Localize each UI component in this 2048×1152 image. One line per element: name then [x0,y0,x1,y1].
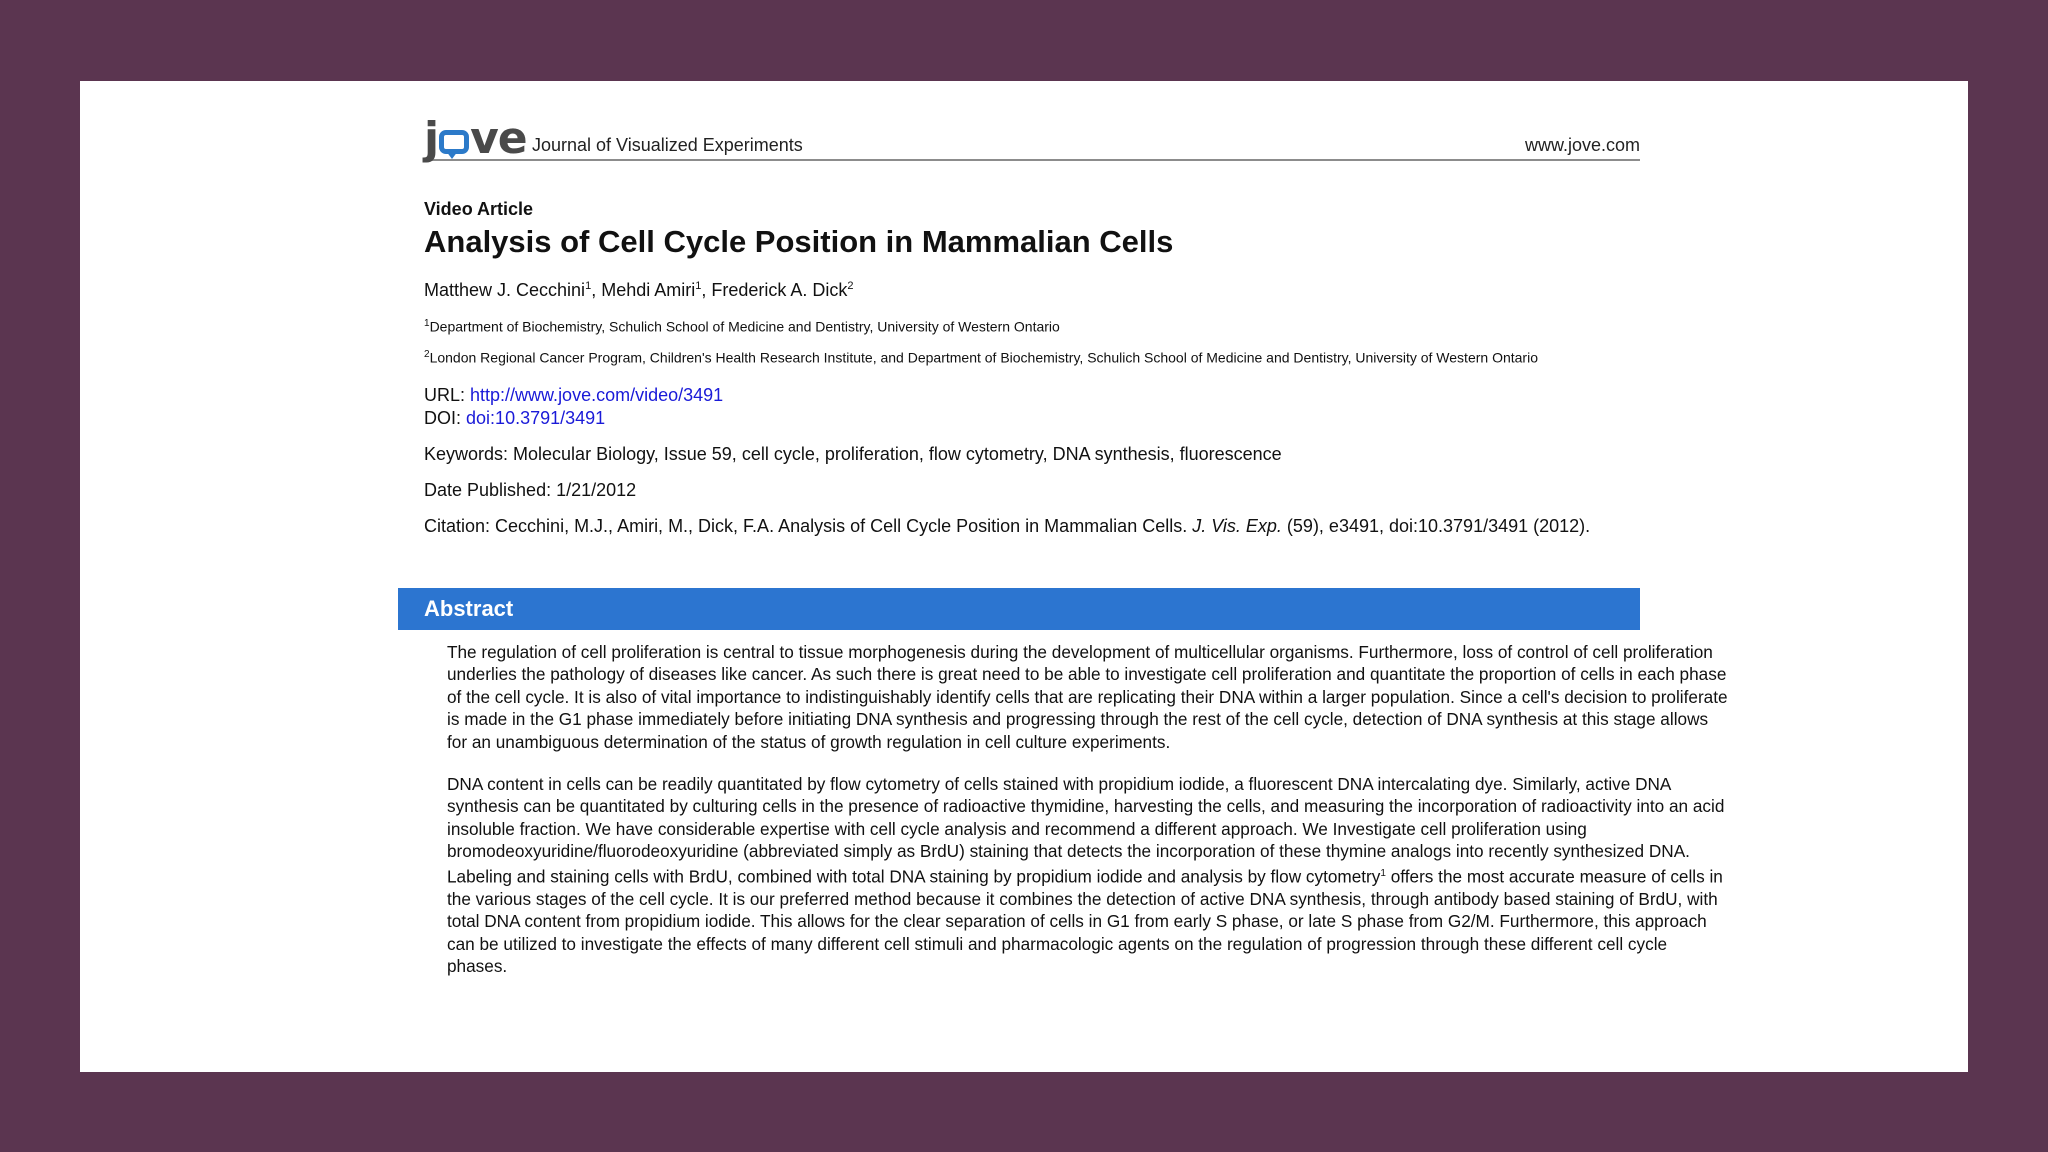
article-front-matter [424,199,1724,538]
jove-logo: j ve [424,113,527,164]
abstract-paragraph-2 [447,773,1732,977]
document-page [80,81,1968,1072]
keywords: Keywords: Molecular Biology, Issue 59, cell cycle, proliferation, flow cytometry, DNA synthesis, fluorescence [424,444,1282,465]
affiliation-number: 1 [424,318,430,329]
affiliation-2 [424,344,1654,369]
date-published: Date Published: 1/21/2012 [424,480,637,501]
url-line [424,384,1724,407]
article-type: Video Article [424,199,534,219]
abstract-section-header [398,588,1640,630]
paragraph-text: DNA content in cells can be readily quantitated by flow cytometry of cells stained with propidium iodide, a fluorescent DNA intercalating dye. Similarly, active DNA synthesis can be quantitated by culturing cells in the presence of radioactive thymidine, harvesting the cells, and measuring the incorporation of radioactivity into an acid insoluble fraction. We have considerable expertise with cell cycle analysis and recommend a different approach. We Investigate cell proliferation using bromodeoxyuridine/fluorodeoxyuridine (abbreviated simply as BrdU) staining that detects the incorporation of these thymine analogs into recently synthesized DNA. Labeling and staining cells with BrdU, combined with total DNA staining by propidium iodide and analysis by flow cytometry [447,774,1725,887]
paragraph-text: offers the most accurate measure of cells in the various stages of the cell cycle. It is our preferred method because it combines the detection of active DNA synthesis, through antibody based staining of BrdU, with total DNA content from propidium iodide. This allows for the clear separation of cells in G1 from early S phase, or late S phase from G2/M. Furthermore, this approach can be utilized to investigate the effects of many different cell stimuli and pharmacologic agents on the regulation of progression through these different cell cycle phases. [447,866,1723,977]
affiliation-marker: 1 [585,280,592,292]
author-name: Frederick A. Dick [711,280,848,300]
author-name: Matthew J. Cecchini [424,280,586,300]
author-list: Matthew J. Cecchini$^1$, Mehdi Amiri$^1$, Frederick A. Dick$^2$ [424,280,854,300]
citation-text: Citation: Cecchini, M.J., Amiri, M., Dick, F.A. Analysis of Cell Cycle Position in Mammalian Cells. [424,516,1193,537]
doi-link[interactable]: doi:10.3791/3491 [466,408,606,429]
doi-label: DOI: [424,408,462,429]
speech-bubble-icon [439,130,469,154]
journal-header [424,113,1640,164]
article-url-link[interactable]: http://www.jove.com/video/3491 [470,385,724,406]
article-title: Analysis of Cell Cycle Position in Mammalian Cells [424,224,1174,259]
author-name: Mehdi Amiri [601,280,696,300]
citation-journal: J. Vis. Exp. [1192,516,1282,537]
abstract-body [447,641,1732,997]
affiliation-number: 2 [424,348,430,360]
abstract-heading: Abstract [424,596,514,621]
reference-marker: 1 [1380,867,1386,879]
citation [424,515,1724,538]
affiliation-marker: 2 [847,280,854,292]
journal-website[interactable]: www.jove.com [1524,135,1640,155]
affiliation-marker: 1 [695,280,702,292]
affiliation-text: Department of Biochemistry, Schulich School of Medicine and Dentistry, University of Western Ontario [429,318,1060,335]
journal-name: Journal of Visualized Experiments [532,135,803,155]
url-label: URL: [424,385,466,406]
affiliation-1 [424,313,1654,338]
citation-details: (59), e3491, doi:10.3791/3491 (2012). [1281,516,1591,537]
affiliation-text: London Regional Cancer Program, Children's Health Research Institute, and Department of Biochemistry, Schulich School of Medicine and Dentistry, University of Western Ontario [429,349,1538,366]
abstract-paragraph-1: The regulation of cell proliferation is central to tissue morphogenesis during the development of multicellular organisms. Furthermore, loss of control of cell proliferation underlies the pathology of diseases like cancer. As such there is great need to be able to investigate cell proliferation and quantitate the proportion of cells in each phase of the cell cycle. It is also of vital importance to indistinguishably identify cells that are replicating their DNA within a larger population. Since a cell's decision to proliferate is made in the G1 phase immediately before initiating DNA synthesis and progressing through the rest of the cell cycle, detection of DNA synthesis at this stage allows for an unambiguous determination of the status of growth regulation in cell culture experiments. [447,642,1728,752]
doi-line [424,407,1724,430]
